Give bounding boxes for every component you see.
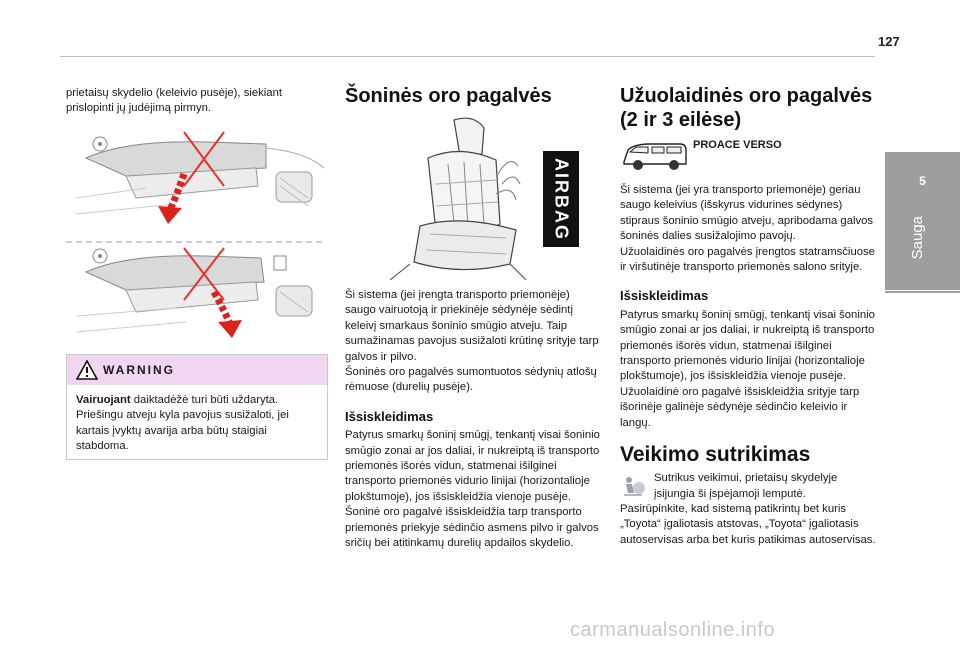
column-left [66, 86, 326, 117]
curtain-airbags-title [620, 84, 875, 132]
warning-title: WARNING [103, 363, 175, 377]
airbag-label-plate [543, 151, 579, 247]
column-right-body [620, 183, 878, 548]
airbag-warning-lamp-icon [620, 475, 646, 499]
side-airbags-description: Ši sistema (jei įrengta transporto priemonėje) saugo vairuotoją ir priekinėje sėdynėje sėdintį keleivį smarkaus šoninio smūgio atveju. Taip sumažinamas pavojus susižaloti krūtinę srityje tarp galvos ir pilvo. Šoninės oro pagalvės sumontuotos sėdynių atlošų rėmuose (durelių pusėje). [345, 289, 599, 394]
curtain-airbags-deploy-text: Patyrus smarkų šoninį smūgį, tenkantį visai šoninio smūgio zonai ar jos daliai, ir nukreiptą iš transporto priemonės išorės vidun, statmenai išilginei transporto priemonės vidurio linijai (horizontalioje plokštumoje), jos išsiskleidžia vienoje pusėje. Užuolaidinė oro pagalvė išsiskleidžia srityje tarp išorinėje galinėje sėdynėje sėdinčio keleivio ir langų. [620, 308, 875, 429]
warning-box [66, 354, 328, 460]
glovebox-illustration-top [66, 128, 326, 228]
warning-body: daiktadėžė turi būti uždaryta. Priešingu atveju kyla pavojus susižaloti, jei kartais įvyktų avarija arba būtų staigiai stabdoma. [76, 394, 289, 453]
warning-text [67, 385, 327, 455]
side-airbags-deploy-text: Patyrus smarkų šoninį smūgį, tenkantį visai šoninio smūgio zonai ar jos daliai, ir nukreiptą iš transporto priemonės išorės vidun, statmenai išilginei transporto priemonės vidurio linijai (horizontalioje plokštumoje), jos išsiskleidžia vienoje pusėje. Šoninė oro pagalvė išsiskleidžia tarp transporto priemonės priekyje sėdinčio asmens pilvo ir galvos sričių bei atitinkamų durelių apdailos skydelio. [345, 429, 600, 550]
curtain-airbags-title-line2: (2 ir 3 eilėse) [620, 109, 742, 131]
glovebox-illustration-bottom [66, 236, 326, 342]
chapter-number: 5 [919, 174, 926, 188]
top-divider [60, 56, 875, 57]
malfunction-text: Pasirūpinkite, kad sistemą patikrintų bet kuris „Toyota“ įgaliotasis atstovas, „Toyota“ įgaliotasis autoservisas arba bet kuris patikimas autoservisas. [620, 502, 876, 546]
column-middle-body [345, 288, 603, 552]
curtain-airbags-title-line1: Užuolaidinės oro pagalvės [620, 85, 873, 107]
chapter-tab[interactable] [885, 152, 960, 290]
van-icon [620, 140, 690, 172]
intro-text: prietaisų skydelio (keleivio pusėje), siekiant prislopinti jų judėjimą pirmyn. [66, 87, 282, 115]
side-airbags-title: Šoninės oro pagalvės [345, 85, 552, 107]
warning-triangle-icon [76, 360, 98, 380]
curtain-airbags-deploy-title: Išsiskleidimas [620, 288, 709, 304]
watermark: carmanualsonline.info [570, 619, 776, 641]
warning-header [67, 355, 327, 385]
curtain-airbags-description: Ši sistema (jei yra transporto priemonėje) geriau saugo keleivius (išskyrus vidurines sėdynes) stipraus šoninio smūgio atveju, apribodama galvos šoninės dalies susižalojimo pavojų. Užuolaidinės oro pagalvės įrengtos statramsčiuose ir viršutinėje transporto priemonės salono srityje. [620, 184, 875, 274]
column-middle [345, 84, 600, 108]
column-right [620, 84, 875, 132]
malfunction-indent-block [620, 471, 878, 502]
airbag-label: AIRBAG [551, 158, 572, 241]
chapter-label: Sauga [909, 216, 926, 260]
malfunction-indent-text: Sutrikus veikimui, prietaisų skydelyje įsijungia ši įspėjamoji lemputė. [654, 472, 838, 500]
malfunction-title: Veikimo sutrikimas [620, 443, 811, 467]
vehicle-model-label: PROACE VERSO [693, 139, 782, 151]
page-number: 127 [878, 34, 900, 49]
warning-bold-lead: Vairuojant [76, 394, 131, 406]
side-airbags-deploy-title: Išsiskleidimas [345, 408, 434, 424]
chapter-tab-underline [885, 291, 960, 293]
